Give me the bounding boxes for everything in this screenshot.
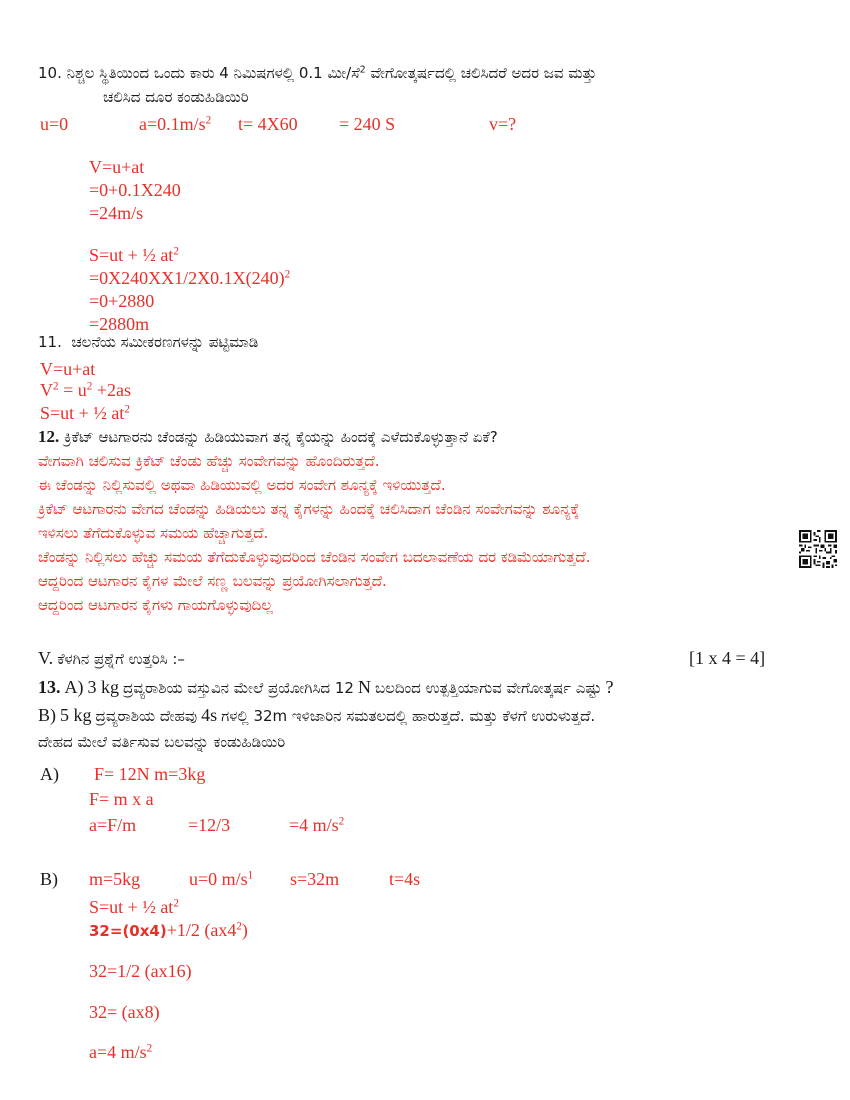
q12-number: 12. xyxy=(38,427,60,446)
answer-b-result: a=4 $m/s^2$ xyxy=(89,1042,153,1062)
q12-line xyxy=(38,427,498,447)
q12-answer-line: ಕ್ರಿಕೆಟ್ ಆಟಗಾರನು ವೇಗದ ಚೆಂಡನ್ನು ಹಿಡಿಯಲು ತನ್ನ ಕೈಗಳನ್ನು ಹಿಂದಕ್ಕೆ ಚಲಿಸಿದಾಗ ಚೆಂಡಿನ ಸಂವೇಗವನ್ನು ಶೂನ್ಯಕ್ಕೆ xyxy=(38,500,580,518)
answer-b-step-3: 32= (ax8) xyxy=(89,1002,160,1022)
q10-work-line: =0+2880 xyxy=(89,291,155,311)
answer-b-s: s=32m xyxy=(290,869,340,889)
q10-given-a: $a=0.1m/s^2$ xyxy=(139,114,212,134)
q12-answer-line: ಇಳಿಸಲು ತೆಗೆದುಕೊಳ್ಳುವ ಸಮಯ ಹೆಚ್ಚಾಗುತ್ತದೆ. xyxy=(38,524,269,542)
q12-answer-line: ಆದ್ದರಿಂದ ಆಟಗಾರನ ಕೈಗಳು ಗಾಯಗೊಳ್ಳುವುದಿಲ್ಲ xyxy=(38,596,273,614)
q10-work-line: =0+0.1X240 xyxy=(89,180,181,200)
q11-eq2: $V^2 = u^2 +2as$ xyxy=(40,380,131,400)
q12-text: ಕ್ರಿಕೆಟ್ ಆಟಗಾರನು ಚೆಂಡನ್ನು ಹಿಡಿಯುವಾಗ ತನ್ನ ಕೈಯನ್ನು ಹಿಂದಕ್ಕೆ ಎಳೆದುಕೊಳ್ಳುತ್ತಾನೆ ಏಕೆ? xyxy=(64,428,498,446)
q10-given-t-value: = 240 S xyxy=(339,114,396,134)
q12-answer-line: ಆದ್ದರಿಂದ ಆಟಗಾರನ ಕೈಗಳ ಮೇಲೆ ಸಣ್ಣ ಬಲವನ್ನು ಪ್ರಯೋಗಿಸಲಾಗುತ್ತದೆ. xyxy=(38,572,387,590)
section-v-heading xyxy=(38,648,185,670)
q12-answer-line: ವೇಗವಾಗಿ ಚಲಿಸುವ ಕ್ರಿಕೆಟ್ ಚೆಂಡು ಹೆಚ್ಚು ಸಂವೇಗವನ್ನು ಹೊಂದಿರುತ್ತದೆ. xyxy=(38,452,380,470)
answer-b-t: t=4s xyxy=(389,869,421,889)
q11-number: 11. xyxy=(38,333,62,351)
q11-line xyxy=(38,333,258,351)
answer-b-m: m=5kg xyxy=(89,869,141,889)
answer-a-calc-1: a=F/m xyxy=(89,815,137,835)
q10-work-line: S=ut + ½ $at^2$ xyxy=(89,245,179,265)
q10-given-t: t= 4X60 xyxy=(238,114,298,134)
answer-b-u: u=0 $m/s^1$ xyxy=(189,869,254,889)
section-v-roman: V. xyxy=(38,648,54,668)
q10-number: 10. xyxy=(38,64,62,82)
q10-text: ನಿಶ್ಚಲ ಸ್ಥಿತಿಯಿಂದ ಒಂದು ಕಾರು 4 ನಿಮಿಷಗಳಲ್ಲಿ 0.1 ಮೀ/ಸೆ xyxy=(66,64,360,82)
answer-a-calc-2: =12/3 xyxy=(188,815,231,835)
answer-a-calc-3: =4 $m/s^2$ xyxy=(289,815,345,835)
q10-work-line: $=0X240XX1/2X0.1X(240)^2$ xyxy=(89,268,291,288)
answer-a-label: A) xyxy=(40,764,59,784)
answer-a-formula: F= m x a xyxy=(89,789,154,809)
q11-eq1: V=u+at xyxy=(40,359,96,379)
q10-work-line: =2880m xyxy=(89,314,150,334)
q12-answer-line: ಚೆಂಡನ್ನು ನಿಲ್ಲಿಸಲು ಹೆಚ್ಚು ಸಮಯ ತೆಗೆದುಕೊಳ್ಳುವುದರಿಂದ ಚೆಂಡಿನ ಸಂವೇಗ ಬದಲಾವಣೆಯ ದರ ಕಡಿಮೆಯಾಗುತ್ತದೆ. xyxy=(38,548,591,566)
q13-number: 13. xyxy=(38,677,61,697)
qr-code xyxy=(799,530,837,568)
q13-b-line2: ದೇಹದ ಮೇಲೆ ವರ್ತಿಸುವ ಬಲವನ್ನು ಕಂಡುಹಿಡಿಯಿರಿ xyxy=(38,733,286,751)
q11-eq3: S=ut + ½ $at^2$ xyxy=(40,403,130,423)
q10-given-v: v=? xyxy=(489,114,517,134)
answer-b-step-2: 32=1/2 (ax16) xyxy=(89,961,192,981)
q10-work-line: V=u+at xyxy=(89,157,145,177)
q10-line1: 10. ನಿಶ್ಚಲ ಸ್ಥಿತಿಯಿಂದ ಒಂದು ಕಾರು 4 ನಿಮಿಷಗಳಲ್ಲಿ 0.1 ಮೀ/ಸೆ$^2$ ವೇಗೋತ್ಕರ್ಷದಲ್ಲಿ ಚಲಿಸಿದರೆ ಅದರ ಜವ ಮತ್ತು xyxy=(38,64,597,82)
answer-b-step-1: 32=(0x4)+1/2 $(ax4^2)$ xyxy=(89,920,248,940)
q10-work-line: =24m/s xyxy=(89,203,144,223)
answer-a-given: F= 12N m=3kg xyxy=(94,764,206,784)
section-v-marks: [1 x 4 = 4] xyxy=(689,648,766,668)
q10-line2: ಚಲಿಸಿದ ದೂರ ಕಂಡುಹಿಡಿಯಿರಿ xyxy=(103,88,249,106)
q10-given-u: u=0 xyxy=(40,114,69,134)
q11-text: ಚಲನೆಯ ಸಮೀಕರಣಗಳನ್ನು ಪಟ್ಟಿಮಾಡಿ xyxy=(71,333,259,351)
answer-b-label: B) xyxy=(40,869,58,889)
section-v-text: ಕೆಳಗಿನ ಪ್ರಶ್ನೆಗೆ ಉತ್ತರಿಸಿ :– xyxy=(57,650,185,668)
q13-b-line: B) 5 kg ದ್ರವ್ಯರಾಶಿಯ ದೇಹವು 4s ಗಳಲ್ಲಿ 32m ಇಳಿಜಾರಿನ ಸಮತಲದಲ್ಲಿ ಹಾರುತ್ತದೆ. ಮತ್ತು ಕೆಳಗೆ ಉರುಳುತ್ತದೆ. xyxy=(38,705,596,725)
q12-answer-line: ಈ ಚೆಂಡನ್ನು ನಿಲ್ಲಿಸುವಲ್ಲಿ ಅಥವಾ ಹಿಡಿಯುವಲ್ಲಿ ಅದರ ಸಂವೇಗ ಶೂನ್ಯಕ್ಕೆ ಇಳಿಯುತ್ತದೆ. xyxy=(38,476,446,494)
q13-a-line: 13. A) 3 kg ದ್ರವ್ಯರಾಶಿಯ ವಸ್ತುವಿನ ಮೇಲೆ ಪ್ರಯೋಗಿಸಿದ 12 N ಬಲದಿಂದ ಉತ್ಪತ್ತಿಯಾಗುವ ವೇಗೋತ್ಕರ್ಷ ಎಷ್ಟು ? xyxy=(38,677,614,697)
answer-b-equation: S=ut + ½ $at^2$ xyxy=(89,897,179,917)
